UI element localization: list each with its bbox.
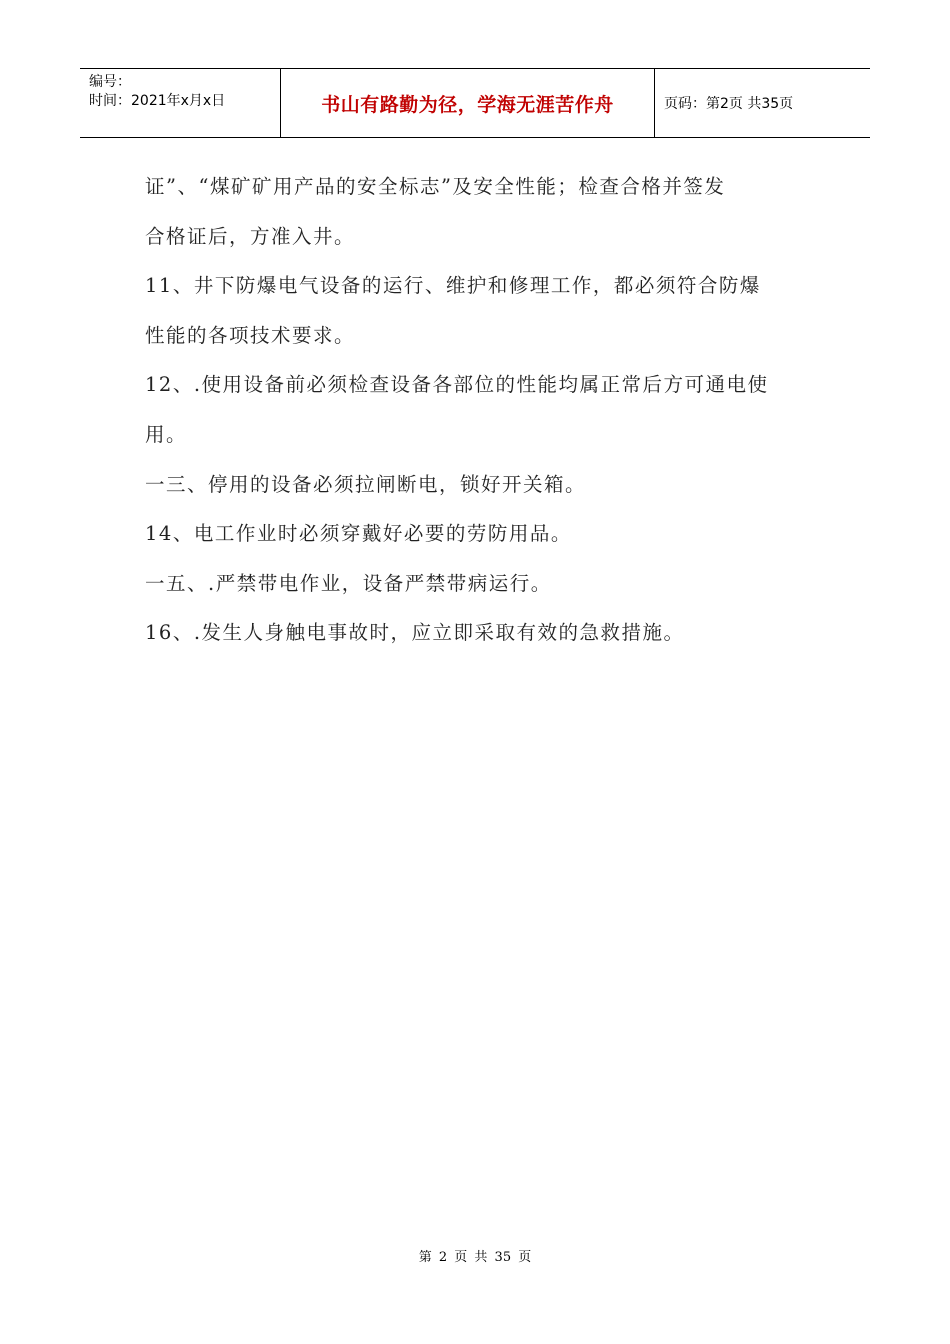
body-line: 用。 [145,422,188,446]
body-line: 12、.使用设备前必须检查设备各部位的性能均属正常后方可通电使 [145,373,769,397]
body-line: 一三、停用的设备必须拉闸断电，锁好开关箱。 [145,472,587,496]
document-number-label: 编号： [89,74,131,90]
header-meta [80,69,281,137]
document-date-label: 时间：2021年x月x日 [89,93,226,109]
body-line: 11、井下防爆电气设备的运行、维护和修理工作，都必须符合防爆 [145,274,761,298]
body-line: 合格证后，方准入井。 [145,224,356,248]
body-line: 性能的各项技术要求。 [145,323,356,347]
document-body [145,162,810,658]
page-footer: 第 2 页 共 35 页 [418,1250,532,1265]
body-line: 16、.发生人身触电事故时，应立即采取有效的急救措施。 [145,621,685,645]
body-line: 证”、“煤矿矿用产品的安全标志”及安全性能；检查合格并签发 [145,175,726,198]
header-motto: 书山有路勤为径，学海无涯苦作舟 [281,69,655,137]
body-line: 一五、.严禁带电作业，设备严禁带病运行。 [145,571,552,595]
document-header [80,68,870,138]
body-line: 14、电工作业时必须穿戴好必要的劳防用品。 [145,522,572,546]
header-page-info: 页码：第2页 共35页 [664,96,794,112]
